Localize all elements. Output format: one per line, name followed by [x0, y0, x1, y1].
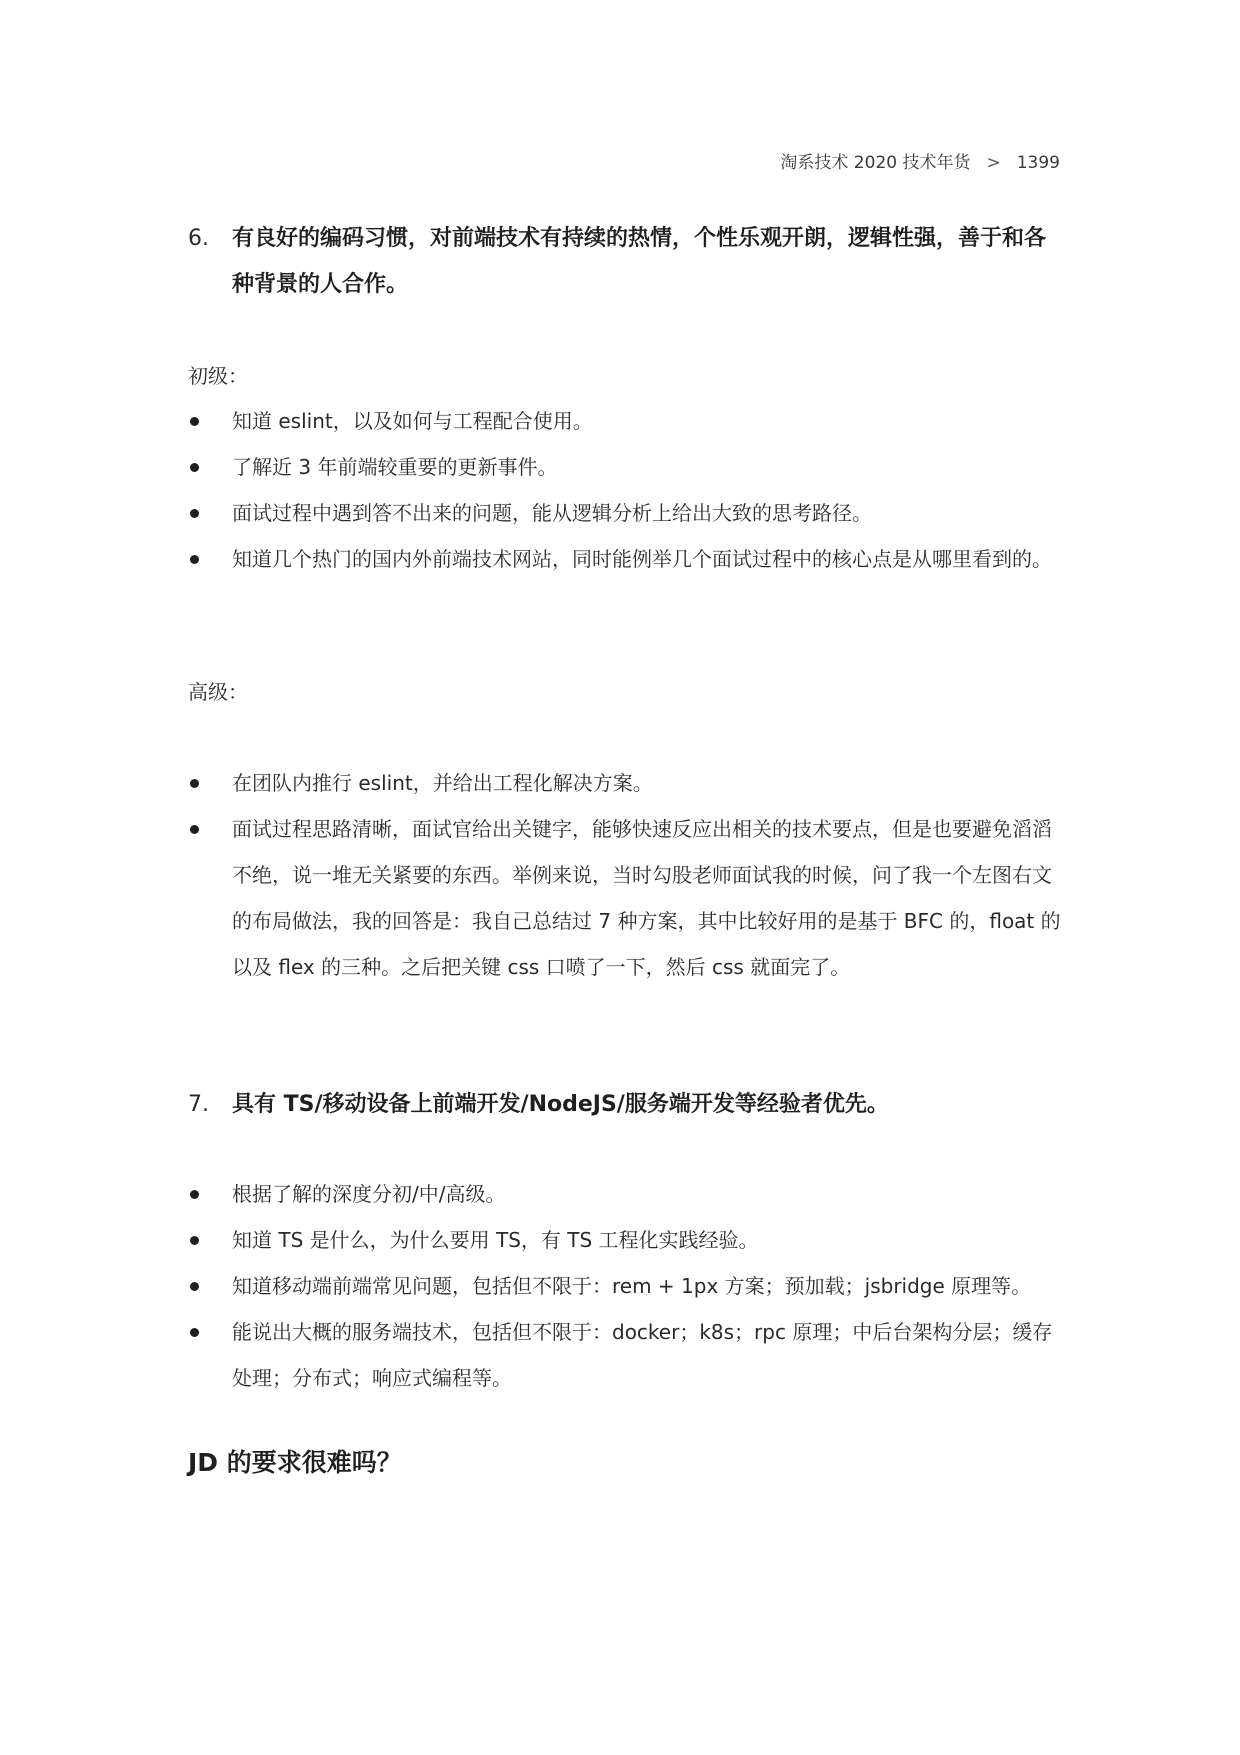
running-header	[780, 151, 1060, 175]
list-item: 根据了解的深度分初/中/高级。	[188, 1171, 1062, 1217]
bullet-icon	[190, 1190, 199, 1199]
bullet-icon	[190, 1236, 199, 1245]
requirement-7-bullet-list	[188, 1171, 1062, 1401]
junior-label: 初级：	[188, 364, 248, 388]
bullet-icon	[190, 417, 199, 426]
list-item: 知道移动端前端常见问题，包括但不限于：rem + 1px 方案；预加载；jsbridge 原理等。	[188, 1263, 1062, 1309]
requirement-7-number: 7.	[188, 1092, 209, 1117]
junior-bullet-list	[188, 398, 1062, 582]
bullet-icon	[190, 463, 199, 472]
senior-label: 高级：	[188, 680, 248, 704]
list-item: 了解近 3 年前端较重要的更新事件。	[188, 444, 1062, 490]
bullet-icon	[190, 779, 199, 788]
senior-bullet-list	[188, 760, 1062, 990]
list-item: 知道 eslint，以及如何与工程配合使用。	[188, 398, 1062, 444]
list-item: 知道几个热门的国内外前端技术网站，同时能例举几个面试过程中的核心点是从哪里看到的。	[188, 536, 1062, 582]
list-item: 面试过程中遇到答不出来的问题，能从逻辑分析上给出大致的思考路径。	[188, 490, 1062, 536]
bullet-icon	[190, 825, 199, 834]
bullet-icon	[190, 509, 199, 518]
book-title: 淘系技术 2020 技术年货	[780, 153, 971, 173]
list-item: 在团队内推行 eslint，并给出工程化解决方案。	[188, 760, 1062, 806]
header-separator: >	[986, 153, 1001, 173]
requirement-6-text: 有良好的编码习惯，对前端技术有持续的热情，个性乐观开朗，逻辑性强，善于和各种背景的人合作。	[232, 226, 1047, 297]
list-item: 能说出大概的服务端技术，包括但不限于：docker；k8s；rpc 原理；中后台架构分层；缓存处理；分布式；响应式编程等。	[188, 1309, 1062, 1401]
list-item: 知道 TS 是什么，为什么要用 TS，有 TS 工程化实践经验。	[188, 1217, 1062, 1263]
requirement-6-number: 6.	[188, 226, 209, 251]
page-number: 1399	[1016, 153, 1060, 173]
bullet-icon	[190, 555, 199, 564]
bullet-icon	[190, 1282, 199, 1291]
section-heading: JD 的要求很难吗？	[188, 1448, 402, 1477]
list-item: 面试过程思路清晰，面试官给出关键字，能够快速反应出相关的技术要点，但是也要避免滔滔不绝，说一堆无关紧要的东西。举例来说，当时勾股老师面试我的时候，问了我一个左图右文的布局做法，我的回答是：我自己总结过 7 种方案，其中比较好用的是基于 BFC 的，float 的以及 flex 的三种。之后把关键 css 口喷了一下，然后 css 就面完了。	[188, 806, 1062, 990]
requirement-6	[188, 216, 1062, 308]
requirement-7	[188, 1082, 1062, 1128]
requirement-7-text: 具有 TS/移动设备上前端开发/NodeJS/服务端开发等经验者优先。	[232, 1092, 889, 1117]
bullet-icon	[190, 1328, 199, 1337]
